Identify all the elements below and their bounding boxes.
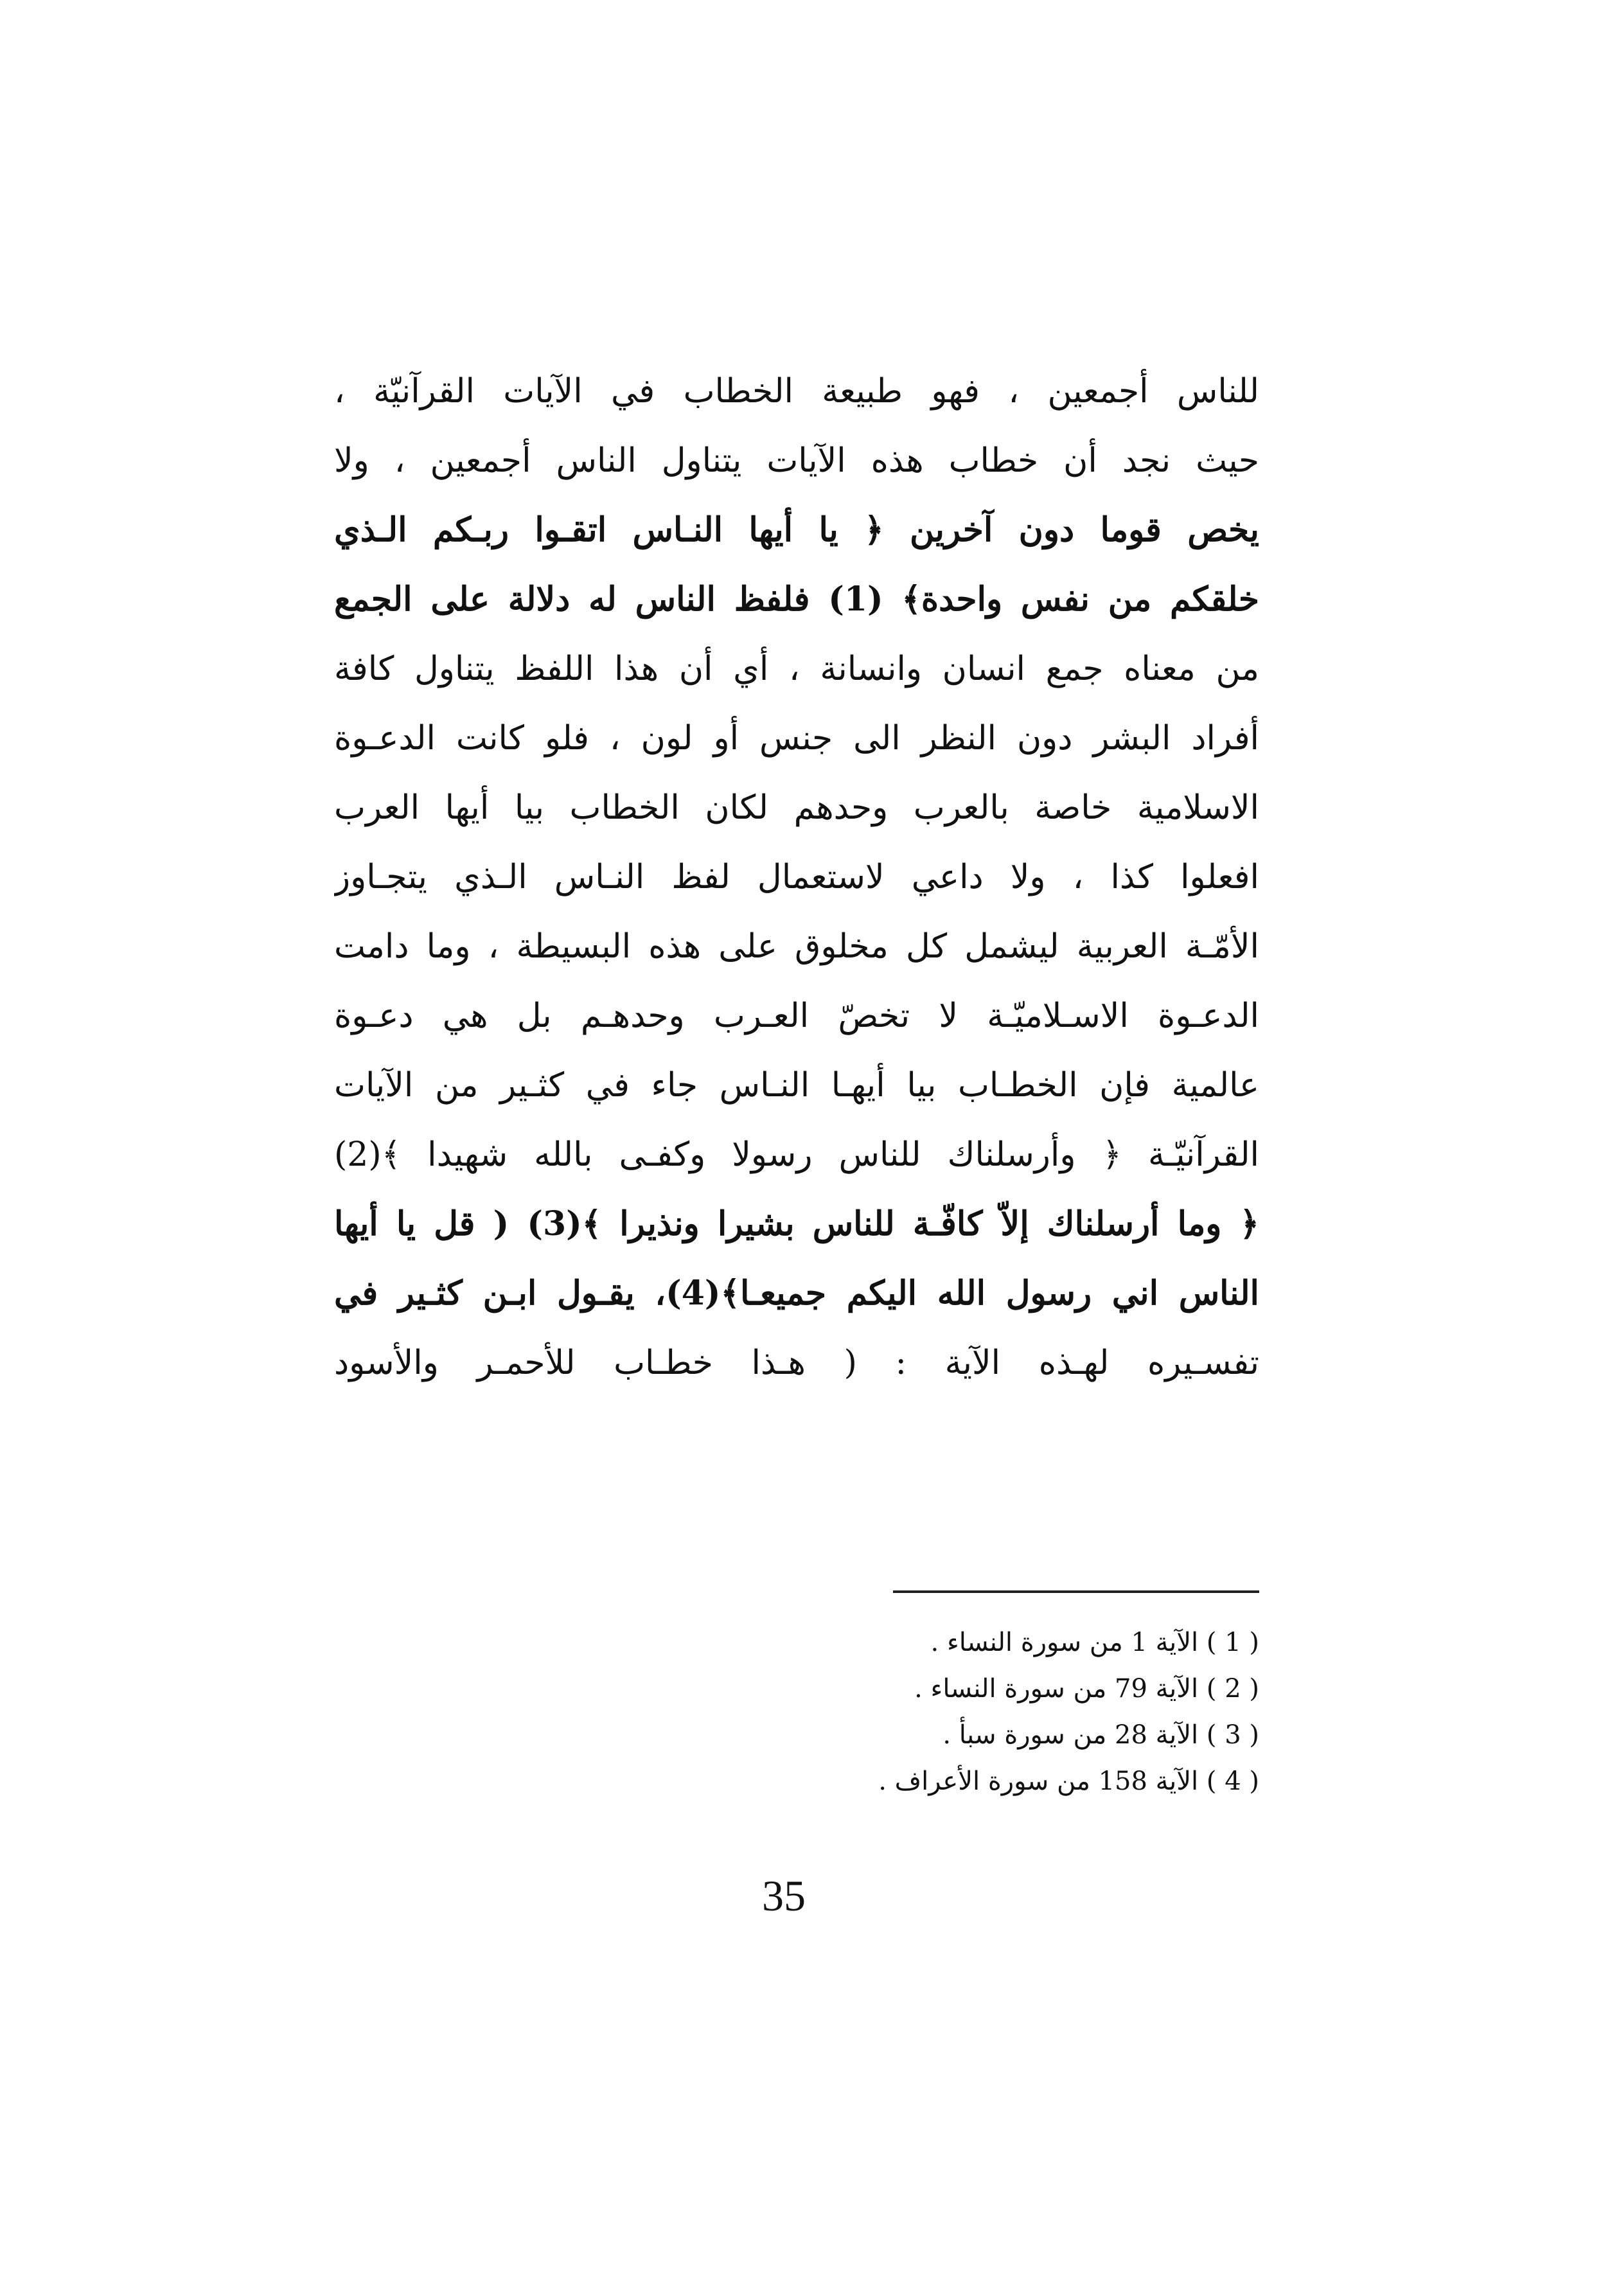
- footnotes: [758, 1619, 1259, 1804]
- body-line: تفسـيره لهـذه الآية : ( هـذا خطـاب للأحمـر والأسود: [334, 1344, 1259, 1382]
- body-line: افعلوا كذا ، ولا داعي لاستعمال لفظ النـاس الـذي يتجـاوز: [334, 858, 1259, 896]
- body-text: [334, 357, 1259, 1398]
- body-line: يخص قوما دون آخرين ﴿ يا أيها النـاس اتقـوا ربـكم الـذي: [334, 510, 1259, 549]
- footnote-item: ( 1 ) الآية 1 من سورة النساء .: [930, 1628, 1259, 1657]
- body-line: أفراد البشر دون النظر الى جنس أو لون ، فلو كانت الدعـوة: [334, 719, 1259, 758]
- body-line: من معناه جمع انسان وانسانة ، أي أن هذا اللفظ يتناول كافة: [334, 650, 1259, 688]
- body-line: الناس اني رسول الله اليكم جميعـا﴾(4)، يقـول ابـن كثـير في: [334, 1274, 1259, 1313]
- footnote-item: ( 2 ) الآية 79 من سورة النساء .: [914, 1674, 1259, 1704]
- footnote-divider: [893, 1590, 1259, 1593]
- footnote-item: ( 4 ) الآية 158 من سورة الأعراف .: [878, 1766, 1259, 1796]
- body-line: خلقكم من نفس واحدة﴾ (1) فلفظ الناس له دلالة على الجمع: [334, 580, 1259, 619]
- body-line: الاسلامية خاصة بالعرب وحدهم لكان الخطاب بيا أيها العرب: [334, 788, 1259, 827]
- body-line: عالمية فإن الخطـاب بيا أيهـا النـاس جاء في كثـير من الآيات: [334, 1066, 1259, 1105]
- footnote-item: ( 3 ) الآية 28 من سورة سبأ .: [942, 1720, 1259, 1750]
- body-line: ﴿ وما أرسلناك إلاّ كافّـة للناس بشيرا ونذيرا ﴾(3) ( قل يا أيها: [334, 1204, 1259, 1243]
- body-line: للناس أجمعين ، فهو طبيعة الخطاب في الآيات القرآنيّة ،: [334, 372, 1259, 411]
- body-line: حيث نجد أن خطاب هذه الآيات يتناول الناس أجمعين ، ولا: [334, 441, 1259, 480]
- body-line: الأمّـة العربية ليشمل كل مخلوق على هذه البسيطة ، وما دامت: [334, 927, 1259, 966]
- page-number: 35: [762, 1871, 806, 1920]
- body-line: القرآنيّـة ﴿ وأرسلناك للناس رسولا وكفـى بالله شهيدا ﴾(2): [334, 1135, 1259, 1174]
- body-line: الدعـوة الاسـلاميّـة لا تخصّ العـرب وحدهـم بل هي دعـوة: [334, 997, 1259, 1035]
